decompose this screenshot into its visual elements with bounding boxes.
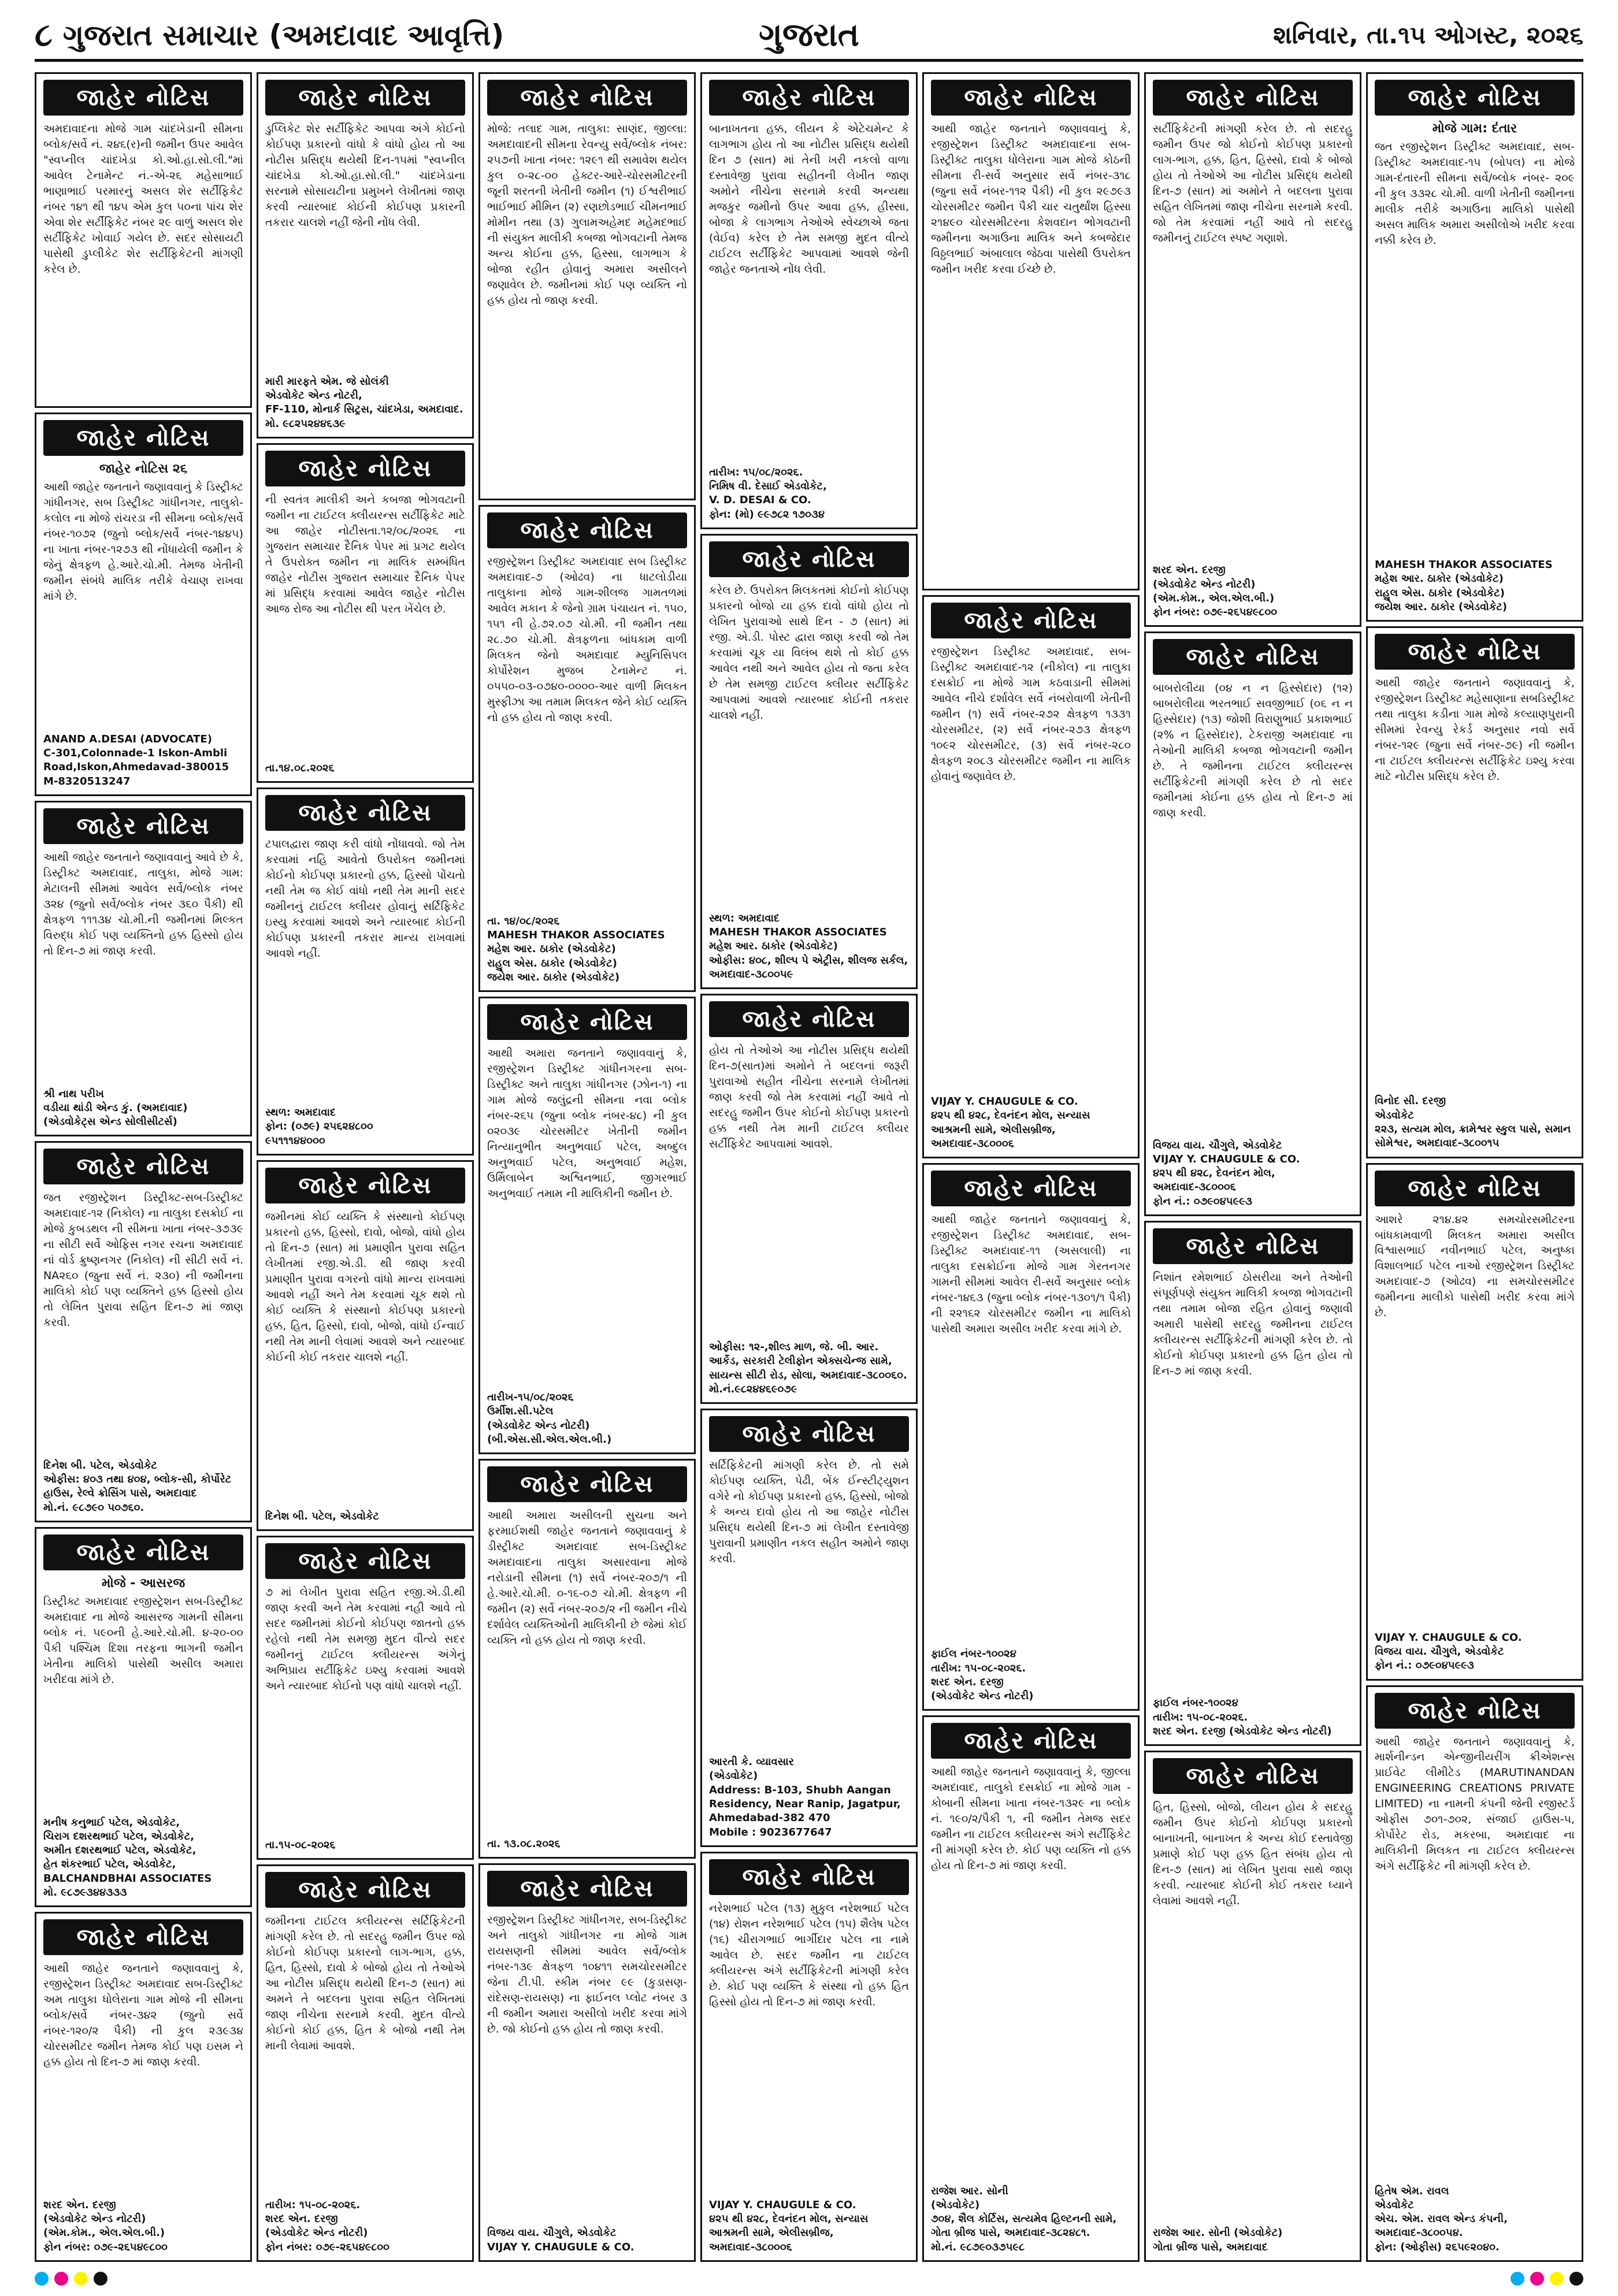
notice-heading: જાહેર નોટિસ	[265, 80, 465, 116]
notice-ad	[257, 787, 474, 1156]
notice-ad	[1144, 1751, 1361, 2262]
registration-mark	[94, 2272, 107, 2286]
notice-ad	[700, 72, 918, 529]
notice-body: ટપાલદ્વારા જાણ કરી વાંધો નોંધાવવો. જો તેમ કરવામાં નહિ આવેતો ઉપરોક્ત જમીનમાં કોઈનો કોઈપણ પ્રકારનો હક્ક, હિસ્સો પોંચતો નથી તેમ જ કોઈ વાંધો નથી તેમ માની સદર જમીનનું ટાઈટલ ક્લીયર હોવાનું સર્ટિફિકેટ ઇસ્યુ કરવામાં આવશે અને ત્યારબાદ કોઈની કોઈપણ પ્રકારની તકરાર માન્ય રાખવામાં આવશે નહીં.	[265, 838, 465, 960]
notice-signature: VIJAY Y. CHAUGULE & CO. ૪૨૫ થી ૪૨૮, દેવનંદન મોલ, સન્યાસ આશ્રમની સામે, એલીસબ્રીજ, અમદાવાદ-૩૮૦૦૦૬	[709, 2198, 869, 2253]
notice-heading: જાહેર નોટિસ	[1375, 80, 1575, 116]
notice-signature: દિનેશ બી. પટેલ, એડવોકેટ	[265, 1510, 380, 1522]
notice-heading: જાહેર નોટિસ	[487, 80, 687, 116]
notice-heading: જાહેર નોટિસ	[931, 80, 1131, 116]
notice-signature: શરદ એન. દરજી (એડવોકેટ એન્ડ નોટરી) (એમ.કોમ., એલ.એલ.બી.) ફોન નંબર: ૦૭૯-૨૬૫૪૯૮૦૦	[43, 2198, 168, 2253]
notice-body: જમીનમાં કોઈ વ્યક્તિ કે સંસ્થાનો કોઈપણ પ્રકારનો હક્ક, હિસ્સો, દાવો, બોજો, વાંધો હોય તો દિન-૭ (સાત) માં પ્રમાણીત પુરાવા સહિત લેખીતમાં રજી.એ.ડી. થી જાણ કરવી પ્રમાણીત પુરાવા વગરનો વાંધો માન્ય રાખવામાં આવશે નહીં અને તેમ કરવામાં ચૂક થશે તો કોઈ વ્યક્તિ કે સંસ્થાનો કોઈપણ પ્રકારનો હક્ક, હિત, હિસ્સો, દાવો, બોજો, વાંધો ઈન્વાઈ નથી તેમ માની લેવામાં આવશે અને ત્યારબાદ કોઈની કોઈ તકરાર ચાલશે નહીં.	[265, 1210, 465, 1364]
notice-column	[1366, 72, 1583, 2262]
notice-signature: રાજેશ આર. સોની (એડવોકેટ) ૭૦૪, શૈલ કોર્ટિસ, સત્યમેવ હિલ્ટનની સામે, ગોતા બ્રીજ પાસે, અમદાવાદ-૩૮૨૪૮૧. મો.નં. ૯૮૭૯૦૩૭૫૯૮	[931, 2184, 1117, 2253]
notice-signature: હિતેષ એમ. રાવલ એડવોકેટ એચ. એમ. રાવલ એન્ડ કંપની, અમદાવાદ-૩૮૦૦૫૪. ફોન: (ઓફીસ) ૨૬૫૯૨૦૪૦.	[1375, 2184, 1508, 2253]
notice-column	[922, 72, 1140, 2262]
notice-ad	[35, 801, 252, 1136]
notice-body: ની સ્વતંત્ર માલીકી અને કબજા ભોગવટાની જમીન ના ટાઈટલ ક્લીયરન્સ સર્ટીફિકેટ માટે આ જાહેર નોટીસતા.૧૨/૦૮/૨૦૨૬ ના ગુજરાત સમાચાર દૈનિક પેપર માં પ્રગટ થયેલ તે ઉપરોક્ત જમીન ના માલિક સમ્બંધિત જાહેર નોટીસ ગુજરાત સમાચાર દૈનિક પેપર માં પ્રસિદ્ધ કરવામાં આવેલ જાહેર નોટીસ આજ રોજ આ નોટીસ થી પરત ખેંચેલ છે.	[265, 493, 465, 615]
notice-heading: જાહેર નોટિસ	[709, 1416, 909, 1452]
notice-subheading: જાહેર નોટિસ ૨૬	[99, 462, 188, 477]
notice-ad	[478, 505, 696, 992]
notice-body: બાબરોલીયા (૦૪ ન ન હિસ્સેદાર) (૧૨) બાબરોલીયા ભરતભાઈ સવજીભાઈ (૦૬ ન ન હિસ્સેદાર) (૧૩) જોશી વિરાણુભાઈ પ્રકાશભાઈ (૨% ન હિસ્સેદાર), ટેકરાજી અમદાવાદ ના તેઓની માલિકી કબજા ભોગવટાની જમીન છે. તે જમીનના ટાઈટલ ક્લીયરન્સ સર્ટીફિકેટની માંગણી કરેલ છે તો સદર જમીનમાં કોઈના હક્ક હોય તો દિન-૭ માં જાણ કરવી.	[1153, 682, 1353, 820]
notice-signature: મારી મારફતે એમ. જે સોલંકી એડવોકેટ એન્ડ નોટરી, FF-110, મોનાર્ક સિટ્રસ, ચાંદખેડા, અમદાવાદ. મો. ૯૮૨૫૨૪૪૬૩૯	[265, 375, 463, 430]
notice-body: જમીનના ટાઈટલ ક્લીયરન્સ સર્ટિફિકેટની માંગણી કરેલ છે. તો સદરહુ જમીન ઉપર જો કોઈનો કોઈપણ પ્રકારનો લાગ-ભાગ, હક્ક, હિત, હિસ્સો, દાવો કે બોજો હોય તો તેઓએ આ નોટીસ પ્રસિદ્ધ થયેથી દિન-૭ (સાત) માં અમને તે બદલના પુરાવા સહિત લેખિતમાં જાણ નીચેના સરનામે કરવી. મુદત વીત્યે કોઈનો કોઈ હક્ક, હિત કે બોજો નથી તેમ માની લેવામાં આવશે.	[265, 1915, 465, 2052]
notice-heading: જાહેર નોટિસ	[931, 1723, 1131, 1759]
notice-subheading: મોજે ગામ: દંતાર	[1432, 121, 1517, 136]
notice-body: કરેલ છે. ઉપરોક્ત મિલકતમાં કોઈનો કોઈપણ પ્રકારનો બોજો યા હક્ક દાવો વાંધો હોય તો લેખિત પુરાવાઓ સાથે દિન - ૭ (સાત) માં રજી. એ.ડી. પોસ્ટ દ્વારા જાણ કરવી જો તેમ કરવામાં ચૂક યા વિલંબ થશે તો કોઈ હક્ક આવેલ નથી અને આવેલ હોય તો જતા કરેલ છે તેમ સમજી ટાઈટલ ક્લીયર સર્ટીફિકેટ આપવામાં આવશે ત્યારબાદ કોઈની તકરાર ચાલશે નહીં.	[709, 584, 909, 722]
notice-signature: વિજય વાય. ચૌગુલે, એડવોકેટ VIJAY Y. CHAUGULE & CO.	[487, 2227, 634, 2253]
registration-mark	[54, 2272, 68, 2286]
registration-mark	[1511, 2272, 1524, 2286]
notice-heading: જાહેર નોટિસ	[265, 1872, 465, 1908]
notice-body: રજીસ્ટ્રેશન ડિસ્ટ્રીક્ટ ગાંધીનગર, સબ-ડિસ્ટ્રીક્ટ અને તાલુકો ગાંધીનગર ના મોજે ગામ રાયસણની સીમમાં આવેલ સર્વે/બ્લોક નંબર-૧૩૯ ક્ષેત્રફળ ૧૦૪૧૧ સમચોરસમીટર જેના ટી.પી. સ્કીમ નંબર ૯૯ (કુડાસણ-રાંદેસણ-રાયસણ) ના ફાઈનલ પ્લોટ નંબર ૩ ની જમીન અમારા અસીલો ખરીદ કરવા માંગે છે. જો કોઈનો હક્ક હોય તો જાણ કરવી.	[487, 1914, 687, 2036]
notice-signature: સ્થળ: અમદાવાદ MAHESH THAKOR ASSOCIATES મહેશ આર. ઠાકોર (એડવોકેટ) ઓફીસ: ૪૦૮, શીલ્પ પે એટ્રીસ, શીલજ સર્કલ, અમદાવાદ-૩૮૦૦૫૯	[709, 912, 908, 980]
notice-body: આથી અમારા અસીલની સુચના અને ફરમાઈશથી જાહેર જનતાને જણાવવાનું કે ડીસ્ટ્રીક્ટ અમદાવાદ સબ-ડિસ્ટ્રીક્ટ અમદાવાદના તાલુકા અસારવાના મોજે નરોડાની સીમના (૧) સર્વે નંબર-૨૦૭/૧ ની હે.આરે.ચો.મી. ૦-૧૬-૦૭ ચો.મી. ક્ષેત્રફળ ની જમીન (૨) સર્વે નંબર-૨૦૭/૨ ની જમીન નીચે દર્શાવેલ વ્યક્તિઓની માલિકીની છે જેમાં કોઈ વ્યક્તિ નો હક્ક હોય તો જાણ કરવી.	[487, 1509, 687, 1647]
notice-signature: મનીષ કનુભાઈ પટેલ, એડવોકેટ, ચિરાગ દશરથભાઈ પટેલ, એડવોકેટ, અમીત દશરથભાઈ પટેલ, એડવોકેટ, હેત શંકરભાઈ પટેલ, એડવોકેટ, BALCHANDBHAI ASSOCIATES મો. ૯૮૭૯૩૪૪૩૩૩	[43, 1816, 212, 1899]
notice-column	[700, 72, 918, 2262]
notice-heading: જાહેર નોટિસ	[1375, 634, 1575, 670]
notice-heading: જાહેર નોટિસ	[709, 1001, 909, 1037]
notice-body: હિત, હિસ્સો, બોજો, લીયન હોય કે સદરહુ જમીન ઉપર કોઈનો કોઈપણ પ્રકારનો બાનાખતી, બાનાખત કે અન્ય કોઈ દસ્તાવેજી પ્રમાણે કોઈ પણ હક્ક હિત સંબંધ હોય તો દિન-૭ (સાત) માં લેખિત પુરાવા સાથે જાણ કરવી. ત્યારબાદ કોઈની કોઈ તકરાર ધ્યાને લેવામાં આવશે નહીં.	[1153, 1801, 1353, 1907]
notice-heading: જાહેર નોટિસ	[43, 1535, 243, 1570]
notice-heading: જાહેર નોટિસ	[1153, 80, 1353, 116]
masthead-left	[35, 16, 504, 54]
notice-signature: દિનેશ બી. પટેલ, એડવોકેટ ઓફીસ: ૪૦૩ તથા ૪૦૪, બ્લોક-સી, કોર્પોરેટ હાઉસ, રેલ્વે ક્રોસિંગ પાસે, અમદાવાદ મો.નં. ૯૮૭૯૦ ૫૦૭૬૦.	[43, 1459, 232, 1514]
notice-signature: વિજય વાય. ચૌગુલે, એડવોકેટ VIJAY Y. CHAUGULE & CO. ૪૨૫ થી ૪૨૮, દેવનંદન મોલ, અમદાવાદ-૩૮૦૦૦૬ ફોન નં.: ૦૭૯૦૪૫૯૯૩	[1153, 1139, 1300, 1208]
notice-heading: જાહેર નોટિસ	[43, 1919, 243, 1955]
notice-signature: VIJAY Y. CHAUGULE & CO. વિજય વાય. ચૌગુલે, એડવોકેટ ફોન નં.: ૦૭૯૦૪૫૯૯૩	[1375, 1631, 1522, 1672]
notice-ad	[35, 72, 252, 408]
notice-ad	[1366, 72, 1583, 622]
notice-signature: ફાઈલ નંબર-૧૦૦૨૪ તારીખ: ૧૫-૦૮-૨૦૨૬. શરદ એન. દરજી (એડવોકેટ એન્ડ નોટરી)	[1153, 1697, 1332, 1737]
notice-body: આથી જાહેર જનતાને જણાવવાનું કે, રજીસ્ટ્રેશન ડિસ્ટ્રીક્ટ મહેસાણાના સબડિસ્ટ્રીક્ટ તથા તાલુકા કડીના ગામ મોજે કલ્યાણપુરાની સીમમાં રેવન્યુ રેકર્ડ અનુસાર નવો સર્વે નંબર-૧૨૯ (જુના સર્વે નંબર-૭૯) ની જમીન ના ટાઈટલ ક્લીયરન્સ સર્ટીફિકેટ ઇશ્યુ કરવા માટે નોટીસ પ્રસિદ્ધ કરેલ છે.	[1375, 677, 1575, 783]
notice-signature: ANAND A.DESAI (ADVOCATE) C-301,Colonnade-1 Iskon-Ambli Road,Iskon,Ahmedavad-380015 M-8320513247	[43, 733, 229, 787]
notice-ad	[922, 595, 1140, 1158]
notice-heading: જાહેર નોટિસ	[265, 1168, 465, 1203]
notice-subheading: મોજે - આસરજ	[101, 1576, 185, 1591]
notice-body: આથી જાહેર જનતાને જણાવવાનું કે, રજીસ્ટ્રેશન ડિસ્ટ્રીક્ટ અમદાવાદ સબ-ડિસ્ટ્રીક્ટ અમ તાલુકા ધોલેરાના ગામ મોજે ની સીમના બ્લોક/સર્વે નંબર-૩૪૨ (જુનો સર્વે નંબર-૧૨૦/૨ પૈકી) ની કુલ ૨૩૯૩૪ ચોરસમીટર જમીન તેમજ કોઈ પણ ઇસમ ને હક્ક હોય તો દિન-૭ માં જાણ કરવી.	[43, 1962, 243, 2069]
notice-heading: જાહેર નોટિસ	[709, 1859, 909, 1895]
notice-signature: શ્રી નાથ પરીખ વડીયા થાંડી એન્ડ કું. (અમદાવાદ) (એડવોકેટ્સ એન્ડ સોલીસીટર્સ)	[43, 1087, 188, 1128]
notices-grid	[35, 72, 1583, 2262]
notice-body: અમદાવાદના મોજે ગામ ચાંદખેડાની સીમના બ્લોક/સર્વે નં. ૨૪૬(ર)ની જમીન ઉપર આવેલ "સ્વપ્નીલ ચાંદખેડા કો.ઓ.હા.સો.લી."માં આવેલ ટેનામેન્ટ નં.-એ-૨૬ મહેસાભાઈ ભાણાભાઈ પરમારનું અસલ શેર સર્ટીફિકેટ નંબર ૧૪૧ થી ૧૪૫ એમ કુલ ૫૦ના પાંચ શેર એવા શેર સર્ટીફિકેટ નંબર ૨૯ વાળું અસલ શેર સર્ટીફિકેટ ખોવાઈ ગયેલ છે. સદર સોસાયટી પાસેથી ડુપ્લીકેટ શેર સર્ટીફિકેટની માંગણી કરેલ છે.	[43, 122, 243, 276]
notice-ad	[257, 1864, 474, 2262]
notice-heading: જાહેર નોટિસ	[1375, 1171, 1575, 1206]
notice-heading: જાહેર નોટિસ	[487, 512, 687, 548]
notice-signature: તા.૧૫-૦૮-૨૦૨૬	[265, 1838, 336, 1851]
notice-signature: VIJAY Y. CHAUGULE & CO. ૪૨૫ થી ૪૨૮, દેવનંદન મોલ, સન્યાસ આશ્રમની સામે, એલીસબ્રીજ, અમદાવાદ-૩૮૦૦૦૬	[931, 1095, 1090, 1150]
notice-column	[1144, 72, 1361, 2262]
notice-heading: જાહેર નોટિસ	[931, 1171, 1131, 1206]
notice-signature: રાજેશ આર. સોની (એડવોકેટ) ગોતા બ્રીજ પાસે, અમદાવાદ	[1153, 2227, 1283, 2253]
masthead	[35, 12, 1583, 62]
notice-body: ડુપ્લિકેટ શેર સર્ટીફિકેટ આપવા અંગે કોઈનો કોઈપણ પ્રકારનો વાંધો કે વાંધો હોય તો આ નોટીસ પ્રસિદ્ધ થયેથી દિન-૧૫માં "સ્વપ્નીલ ચાંદખેડા કો.ઓ.હા.સો.લી." ચાંદખેડાના સરનામે સોસાયટીના પ્રમુખને લેખીતમાં જાણ કરવી ત્યારબાદ કોઈની કોઈપણ પ્રકારની તકરાર ચાલશે નહીં જેની નોંધ લેવી.	[265, 122, 465, 229]
notice-ad	[35, 1141, 252, 1522]
notice-heading: જાહેર નોટિસ	[709, 541, 909, 577]
notice-body: રજીસ્ટ્રેશન ડિસ્ટ્રીક્ટ અમદાવાદ સબ ડિસ્ટ્રીક્ટ અમદાવાદ-૭ (ઓઢવ) ના ધાટલોડીયા તાલુકાના મોજે ગામ-શીલજ ગામતળમાં આવેલ મકાન કે જેનો ગ્રામ પંચાયત નં. ૧૫૦, ૧૫૧ ની હે.૭૨.૦૭ ચો.મી. ની જમીન તથા ૨૮.૭૦ ચો.મી. ક્ષેત્રફળના બાંધકામ વાળી મિલકત જેનો અમદાવાદ મ્યુનિસિપલ કોર્પોરેશન મુજબ ટેનામેન્ટ નં. ૦૫૫૦-૦૩-૦૭૪૦-૦૦૦૦-આર વાળી મિલકત મુસ્ફીઝા આ તમામ મિલકત જેને કોઈ વ્યક્તિ નો હક્ક હોય તો જાણ કરવી.	[487, 555, 687, 724]
notice-ad	[1366, 626, 1583, 1158]
notice-ad	[35, 413, 252, 796]
notice-body: મોજે: તલાદ ગામ, તાલુકા: સાણંદ, જીલ્લા: અમદાવાદની સીમના રેવન્યુ સર્વે/બ્લોક નંબર: ૨૫૭ની ખાતા નંબર: ૧૨૯૧ થી સમાવેશ થયેલ કુલ ૦-૨૮-૦૦ હેક્ટર-આરે-ચોરસમીટરની જૂની શરતની ખેતીની જમીન (૧) ઈશ્વરીભાઈ ભાઈભાઈ મીમિન (૨) રણછોડભાઈ ચીમનભાઈ મોમીન તથા (૩) ગુલામઅહેમદ મહેમદભાઈ ની સંયુક્ત માલીકી કબજા ભોગવટાની તેમજ અન્ય કોઈના હક્ક, હિસ્સા, લાગભાગ કે બોજા રહીત હોવાનું અમારા અસીલને જણાવેલ છે. જમીનમાં કોઈ પણ વ્યક્તિ નો હક્ક હોય તો જાણ કરવી.	[487, 122, 687, 307]
notice-ad	[922, 1163, 1140, 1711]
notice-body: સર્ટિફિકેટની માંગણી કરેલ છે. તો સમે કોઈપણ વ્યક્તિ, પેઢી, બેંક ઈન્સ્ટીટ્યુશન વગેરે નો કોઈપણ પ્રકારનો હક્ક, હિસ્સો, બોજો કે અન્ય દાવો હોય તો આ જાહેર નોટીસ પ્રસિદ્ધ થયેથી દિન-૭ માં લેખીત દસ્તાવેજી પુરાવાની પ્રમાણીત નકલ સહીત અમોને જાણ કરવી.	[709, 1459, 909, 1566]
registration-mark	[1550, 2272, 1564, 2286]
notice-ad	[922, 72, 1140, 590]
notice-signature: તા.૧૪.૦૮.૨૦૨૬	[265, 761, 335, 774]
notice-heading: જાહેર નોટિસ	[43, 420, 243, 456]
notice-signature: તારીખ: ૧૫-૦૮-૨૦૨૬. શરદ એન. દરજી (એડવોકેટ એન્ડ નોટરી) ફોન નંબર: ૦૭૯-૨૬૫૪૯૮૦૦	[265, 2198, 389, 2253]
notice-ad	[922, 1715, 1140, 2262]
issue-date: શનિવાર, તા.૧૫ ઓગસ્ટ, ૨૦૨૬	[1273, 21, 1583, 49]
notice-ad	[700, 1409, 918, 1847]
registration-mark	[35, 2272, 49, 2286]
notice-ad	[1366, 1685, 1583, 2262]
notice-ad	[1144, 1221, 1361, 1746]
notice-ad	[700, 1852, 918, 2262]
notice-body: સર્ટીફિકેટની માંગણી કરેલ છે. તો સદરહુ જમીન ઉપર જો કોઈનો કોઈપણ પ્રકારનો લાગ-ભાગ, હક્ક, હિત, હિસ્સો, દાવો કે બોજો હોય તો તેઓએ આ નોટીસ પ્રસિદ્ધ થયેથી દિન-૭ (સાત) માં અમોને તે બદલના પુરાવા સહિત લેખિતમાં જાણ નીચેના સરનામે કરવી. જો તેમ કરવામાં નહીં આવે તો સદરહુ જમીનનું ટાઈટલ સ્પષ્ટ ગણાશે.	[1153, 122, 1353, 244]
notice-signature: તારીખ-૧૫/૦૮/૨૦૨૬ ઉર્મીશ.સી.પટેલ (એડવોકેટ એન્ડ નોટરી) (બી.એસ.સી.એલ.એલ.બી.)	[487, 1391, 612, 1446]
notice-body: ૭ માં લેખીત પુરાવા સહિત રજી.એ.ડી.થી જાણ કરવી અને તેમ કરવામાં નહી આવે તો સદર જમીનમાં કોઈનો કોઈપણ જાતનો હક્ક રહેલો નથી તેમ સમજી મુદત વીત્યે સદર જમીનનું ટાઈટલ ક્લીયરન્સ અંગેનું અભિપ્રાય સર્ટીફિકેટ ઇશ્યુ કરવામાં આવશે અને ત્યારબાદ કોઈનો પણ વાંધો ચાલશે નહીં.	[265, 1585, 465, 1692]
registration-mark	[1569, 2272, 1583, 2286]
notice-ad	[700, 994, 918, 1404]
notice-column	[35, 72, 252, 2262]
notice-body: બાનાખતના હક્ક, લીયન કે એટેચમેન્ટ કે લાગભાગ હોય તો આ નોટીસ પ્રસિદ્ધ થયેથી દિન ૭ (સાત) માં તેની ખરી નકલો વાળા દસ્તાવેજી પુરાવા સહીતની લેખીત જાણ અમોને નીચેના સરનામે કરવી અન્યથા મજકુર જમીનો ઉપર આવા હક્ક, હીસ્સા, બોજા કે લાગભાગ તેઓએ સ્વેચ્છાએ જતા (વેઈવ) કરેલ છે તેમ સમજી મુદત વીત્યે ટાઈટલ સર્ટીફિકેટ આપવામાં આવશે જેની જાહેર જનતાએ નોંધ લેવી.	[709, 122, 909, 276]
notice-signature: સ્થળ: અમદાવાદ ફોન: (૦૭૯) ૨૫૬૨૪૮૦૦ ૯૫૧૧૧૪૪૦૦૦	[265, 1106, 373, 1147]
notice-signature: વિનોદ સી. દરજી એડવોકેટ ૨૨૩, સત્યમ મોલ, ક્રામેશ્વર સ્કુલ પાસે, સમાન સોમેશ્વર, અમદાવાદ-૩૮૦૦૧૫	[1375, 1095, 1571, 1150]
notice-column	[257, 72, 474, 2262]
notice-body: આશરે ૨૧૪.૪૨ સમચોરસમીટરના બાંધકામવાળી મિલકત અમારા અસીલ વિશ્વાસભાઈ નવીનભાઈ પટેલ, અનુષ્કા વિશાલભાઈ પટેલ નાઓ રજીસ્ટ્રેશન ડિસ્ટ્રીક્ટ અમદાવાદ-૭ (ઓઢવ) ના સમચોરસમીટર જમીનના માલીકો પાસેથી ખરીદ કરવા માંગે છે.	[1375, 1213, 1575, 1320]
notice-body: આથી જાહેર જનતાને જણાવવાનું કે, રજીસ્ટ્રેશન ડિસ્ટ્રીક્ટ અમદાવાદના સબ-ડિસ્ટ્રીક્ટ તાલુકા ધોલેરાના ગામ મોજે કોઠની સીમના રી-સર્વે અનુસાર સર્વે નંબર-૩૧૮ (જુના સર્વે નંબર-૧૧૨ પૈકી) ની કુલ ૨૯૭૯૩ ચોરસમીટર જમીન પૈકી ચાર ચતુર્થાંશ હિસ્સા ૨૧૪૯૦ ચોરસમીટરના કેશવદાન ભોગવટાની જમીનના અગાઉના માલિક અને કબજેદાર વિઠ્ઠલભાઈ અંબાલાલ જેઠવા પાસેથી ઉપરોક્ત જમીન ખરીદ કરવા ઈચ્છે છે.	[931, 122, 1131, 276]
notice-heading: જાહેર નોટિસ	[1153, 1758, 1353, 1794]
notice-body: જત રજીસ્ટ્રેશન ડિસ્ટ્રીક્ટ અમદાવાદ, સબ-ડિસ્ટ્રીક્ટ અમદાવાદ-૧૫ (બોપલ) ના મોજે ગામ-દંતારની સીમના સર્વે/બ્લોક નંબર- ૨૦૯ ની કુલ ૩૩૨૮ ચો.મી. વાળી ખેતીની જમીનના માલીક તરીકે અગાઉના માલિકો પાસેથી અસલ માલિક અમારા અસીલોએ ખરીદ કરવા નક્કી કરેલ છે.	[1375, 140, 1575, 247]
notice-signature: તારીખ: ૧૫/૦૮/૨૦૨૬. નિમિષ વી. દેસાઈ એડવોકેટ, V. D. DESAI & CO. ફોન: (મો) ૯૯૭૮૨ ૧૭૦૩૪	[709, 466, 827, 521]
notice-body: આથી જાહેર જનતાને જણાવવાનું આવે છે કે, ડિસ્ટ્રીક્ટ અમદાવાદ, તાલુકા, મોજે ગામ: મેટાલની સીમમાં આવેલ સર્વે/બ્લોક નંબર ૩૨૪ (જુનો સર્વે/બ્લોક નંબર ૩૬૦ પૈકી) થી ક્ષેત્રફળ ૧૧૧૩૪ ચો.મી.ની જમીનમાં મિલ્કત વિરુદ્ધ કોઈ પણ વ્યક્તિનો હક્ક હિસ્સો હોય તો દિન-૭ માં જાણ કરવી.	[43, 851, 243, 957]
notice-ad	[478, 997, 696, 1454]
registration-mark	[1530, 2272, 1544, 2286]
registration-mark	[74, 2272, 88, 2286]
notice-ad	[257, 443, 474, 783]
notice-heading: જાહેર નોટિસ	[43, 808, 243, 844]
notice-heading: જાહેર નોટિસ	[487, 1004, 687, 1040]
notice-body: ડિસ્ટ્રીક્ટ અમદાવાદ રજીસ્ટ્રેશન સબ-ડિસ્ટ્રીક્ટ અમદાવાદ ના મોજે આસરજ ગામની સીમના બ્લોક નં. ૫૯૦ની હે.આરે.ચો.મી. ૪-૨૦-૦૦ પૈકી પશ્ચિમ દિશા તરફના ભાગની જમીન ખેતીના માલિકો પાસેથી અસીલ અમારા ખરીદવા માંગે છે.	[43, 1595, 243, 1686]
notice-ad	[1144, 72, 1361, 627]
notice-body: આથી જાહેર જનતાને જણાવવાનું કે, માર્શનીન્ડન એન્જીનીયરીંગ ક્રીએશન્સ પ્રાઈવેટ લીમીટેડ (MARUTINANDAN ENGINEERING CREATIONS PRIVATE LIMITED) ના નામની કંપની જેની રજીસ્ટર્ડ ઓફીસ ૭૦૧-૭૦૨, સંજાઈ હાઉસ-૫, કોર્પોરેટ રોડ, મકરબા, અમદાવાદ ના માલિકીની મિલકત ના ટાઈટલ ક્લીયરન્સ અંગે સર્ટીફિકેટ ની માંગણી કરેલ છે.	[1375, 1735, 1575, 1873]
notice-heading: જાહેર નોટિસ	[931, 603, 1131, 638]
notice-ad	[478, 1863, 696, 2262]
notice-ad	[1144, 631, 1361, 1216]
notice-heading: જાહેર નોટિસ	[265, 1543, 465, 1579]
notice-heading: જાહેર નોટિસ	[709, 80, 909, 116]
notice-body: આથી જાહેર જનતાને જણાવવાનું કે, રજીસ્ટ્રેશન ડિસ્ટ્રીક્ટ અમદાવાદ, સબ-ડિસ્ટ્રીક્ટ અમદાવાદ-૧૧ (અસલાલી) ના તાલુકા દસક્રોઈના મોજે ગામ ગેરતનગર ગામની સીમમાં આવેલ રી-સર્વે અનુસાર બ્લોક નંબર-૧૪૬૩ (જુના બ્લોક નંબર-૧૩૦૧/૧ પૈકી) ની ૨૨૧૬૨ ચોરસમીટર જમીન ના માલિકો પાસેથી અમારા અસીલ ખરીદ કરવા માંગે છે.	[931, 1213, 1131, 1335]
notice-body: આથી અમારા જનતાને જણાવવાનું કે, રજીસ્ટ્રેશન ડિસ્ટ્રીક્ટ ગાંધીનગરના સબ-ડિસ્ટ્રીક્ટ અને તાલુકા ગાંધીનગર (ઝોન-૧) ના ગામ મોજે જલુંદ્રની સીમના નવા બ્લોક નંબર-૨૬૫ (જુના બ્લોક નંબર-૪૮) ની કુલ ૦૨૦૩૯ ચોરસમીટર ખેતીની જમીન નિત્યાનુભીત અનુભવાઈ પટેલ, અબ્દુલ અનુભવાઈ પટેલ, અનુભવાઈ મહેશ, ઉર્મિલાબેન અશ્વિનભાઈ, જીગરભાઈ અનુભવાઈ તમામ ની માલિકીની જમીન છે.	[487, 1047, 687, 1200]
section-title: ગુજરાત	[759, 16, 859, 54]
notice-signature: ફાઈલ નંબર-૧૦૦૨૪ તારીખ: ૧૫-૦૮-૨૦૨૬. શરદ એન. દરજી (એડવોકેટ એન્ડ નોટરી)	[931, 1648, 1034, 1703]
notice-ad	[478, 1459, 696, 1859]
notice-signature: આરતી કે. વ્યાવસાર (એડવોકેટ) Address: B-103, Shubh Aangan Residency, Near Ranip, Jagatpur, Ahmedabad-382 470 Mobile : 9023677647	[709, 1756, 901, 1838]
notice-heading: જાહેર નોટિસ	[487, 1466, 687, 1502]
notice-ad	[35, 1912, 252, 2262]
page-number: ૮	[35, 16, 53, 54]
notice-ad	[478, 72, 696, 500]
notice-body: નરેશભાઈ પટેલ (૧૩) મુકુલ નરેશભાઈ પટેલ (૧૪) રોશન નરેશભાઈ પટેલ (૧૫) શૈલેષ પટેલ (૧૬) ચીરાગભાઈ ભાર્ગીદાર પટેલ ના નામે આવેલ છે. સદર જમીન ના ટાઈટલ ક્લીયરન્સ અંગે સર્ટીફિકેટની માંગણી કરેલ છે. કોઈ પણ વ્યક્તિ કે સંસ્થા નો હક્ક હિત હિસ્સો હોય તો દિન-૭ માં જાણ કરવી.	[709, 1901, 909, 2008]
notice-ad	[257, 1536, 474, 1860]
notice-signature: તા. ૧૪/૦૮/૨૦૨૬ MAHESH THAKOR ASSOCIATES મહેશ આર. ઠાકોર (એડવોકેટ) રાહુલ એસ. ઠાકોર (એડવોકેટ) જયેશ આર. ઠાકોર (એડવોકેટ)	[487, 915, 665, 983]
notice-ad	[257, 1160, 474, 1531]
notice-signature: MAHESH THAKOR ASSOCIATES મહેશ આર. ઠાકોર (એડવોકેટ) રાહુલ એસ. ઠાકોર (એડવોકેટ) જયેશ આર. ઠાકોર (એડવોકેટ)	[1375, 559, 1553, 613]
notice-heading: જાહેર નોટિસ	[487, 1871, 687, 1907]
notice-body: હોય તો તેઓએ આ નોટીસ પ્રસિદ્ધ થયેથી દિન-૭(સાત)માં અમોને તે બદલનાં જરૂરી પુરાવાઓ સહીત નીચેના સરનામે લેખીતમાં જાણ કરવી જો તેમ કરવામાં નહીં આવે તો સદરહુ જમીન ઉપર કોઈનો કોઈપણ પ્રકારનો હક્ક નથી તેમ માની ટાઈટલ ક્લીયર સર્ટીફિકેટ આપવામાં આવશે.	[709, 1044, 909, 1151]
notice-column	[478, 72, 696, 2262]
notice-heading: જાહેર નોટિસ	[265, 451, 465, 486]
notice-ad	[1366, 1163, 1583, 1681]
notice-ad	[700, 534, 918, 989]
notice-heading: જાહેર નોટિસ	[1153, 639, 1353, 675]
notice-heading: જાહેર નોટિસ	[265, 795, 465, 831]
notice-signature: ઓફીસ: ૧૨-,શીલ્ડ માળ, જે. બી. આર. આર્કેડ, સરકારી ટેલીફોન એક્સચેન્જ સામે, સાયન્સ સીટી રોડ, સોલા, અમદાવાદ-૩૮૦૦૬૦. મો.નં.૯૮૨૪૪૬૯૦૭૯	[709, 1341, 907, 1395]
notice-heading: જાહેર નોટિસ	[43, 80, 243, 116]
notice-ad	[35, 1527, 252, 1907]
notice-ad	[257, 72, 474, 439]
newspaper-title: ગુજરાત સમાચાર	[62, 18, 259, 52]
notice-body: રજીસ્ટ્રેશન ડિસ્ટ્રીક્ટ અમદાવાદ, સબ-ડિસ્ટ્રીક્ટ અમદાવાદ-૧૨ (નીકોલ) ના તાલુકા દસક્રોઈ ના મોજે ગામ કઠવાડાની સીમમાં આવેલ નીચે દર્શાવેલ સર્વે નંબરોવાળી ખેતીની જમીન (૧) સર્વે નંબર-૨૭૨ ક્ષેત્રફળ ૧૩૩૧ ચોરસમીટર, (૨) સર્વે નંબર-૨૭૩ ક્ષેત્રફળ ૧૦૯૨ ચોરસમીટર, (૩) સર્વે નંબર-૨૮૦ ક્ષેત્રફળ ૨૦૮૩ ચોરસમીટર જમીન ના માલિક હોવાનું જણાવેલ છે.	[931, 645, 1131, 783]
notice-body: આથી જાહેર જનતાને જણાવવાનું કે ડિસ્ટ્રીક્ટ ગાંધીનગર, સબ ડિસ્ટ્રીક્ટ ગાંધીનગર, તાલુકો-કલોલ ના મોજે રાંચરડા ની સીમના બ્લોક/સર્વે નંબર-૧૦૭૨ (જુનો બ્લોક/સર્વે નંબર-૧૪૪૫) ના ખાતા નંબર-૧૨૭૩ થી નોંધાયેલી જમીન કે જેનું ક્ષેત્રફળ હે.આરે.ચો.મી. તેમજ ખેતીની જમીન સંબંધે માલિક તરીકે વેચાણ રાખવા માંગે છે.	[43, 481, 243, 603]
notice-body: આથી જાહેર જનતાને જણાવવાનું કે, જીલ્લા અમદાવાદ, તાલુકો દસક્રોઈ ના મોજે ગામ - કોબાની સીમના ખાતા નંબર-૧૩૨૯ ના બ્લોક નં. ૧૯૦/૨/પૈકી ૧, ની જમીન તેમજ સદર જમીન ના ટાઈટલ ક્લીયરન્સ અંગે સર્ટીફિકેટ ની માંગણી કરેલ છે. કોઈ પણ વ્યક્તિ નો હક્ક હોય તો દિન-૭ માં જાણ કરવી.	[931, 1766, 1131, 1873]
notice-heading: જાહેર નોટિસ	[1375, 1693, 1575, 1729]
edition-label: (અમદાવાદ આવૃત્તિ)	[269, 18, 504, 52]
notice-heading: જાહેર નોટિસ	[43, 1149, 243, 1184]
notice-signature: શરદ એન. દરજી (એડવોકેટ એન્ડ નોટરી) (એમ.કોમ., એલ.એલ.બી.) ફોન નંબર: ૦૭૯-૨૬૫૪૯૮૦૦	[1153, 564, 1277, 619]
notice-body: જત રજીસ્ટ્રેશન ડિસ્ટ્રીક્ટ-સબ-ડિસ્ટ્રીક્ટ અમદાવાદ-૧૨ (નિકોલ) ના તાલુકા દસક્રોઈ ના મોજે કુબડથલ ની સીમના ખાતા નંબર-૩૭૩૯ ના સીટી સર્વે ઓફિસ નગર રચના અમદાવાદ નાં વોર્ડ ક્રુષ્ણનગર (નિકોલ) ની સીટી સર્વે નં. NA૨૬૦ (જુના સર્વે નં. ૨૩૦) ની જમીનના માલિકો કોઈ પણ વ્યક્તિને હક્ક હિસ્સો હોય તો લેખિત પુરાવા સહિત દિન-૭ માં જાણ કરવી.	[43, 1191, 243, 1329]
notice-signature: તા. ૧૩.૦૮.૨૦૨૬	[487, 1838, 561, 1851]
notice-heading: જાહેર નોટિસ	[1153, 1228, 1353, 1264]
notice-body: નિશાંત રમેશભાઈ ઠોસરીયા અને તેઓની સંપૂર્ણપણે સંયુક્ત માલિકી કબજા ભોગવટાની તથા તમામ બોજા રહિત હોવાનું જણાવી અમારી પાસેથી સદરહુ જમીનના ટાઈટલ ક્લીયરન્સ સર્ટીફિકેટની માંગણી કરેલ છે. તો કોઈનો કોઈપણ પ્રકારનો હક્ક હિત હોય તો દિન-૭ માં જાણ કરવી.	[1153, 1271, 1353, 1377]
